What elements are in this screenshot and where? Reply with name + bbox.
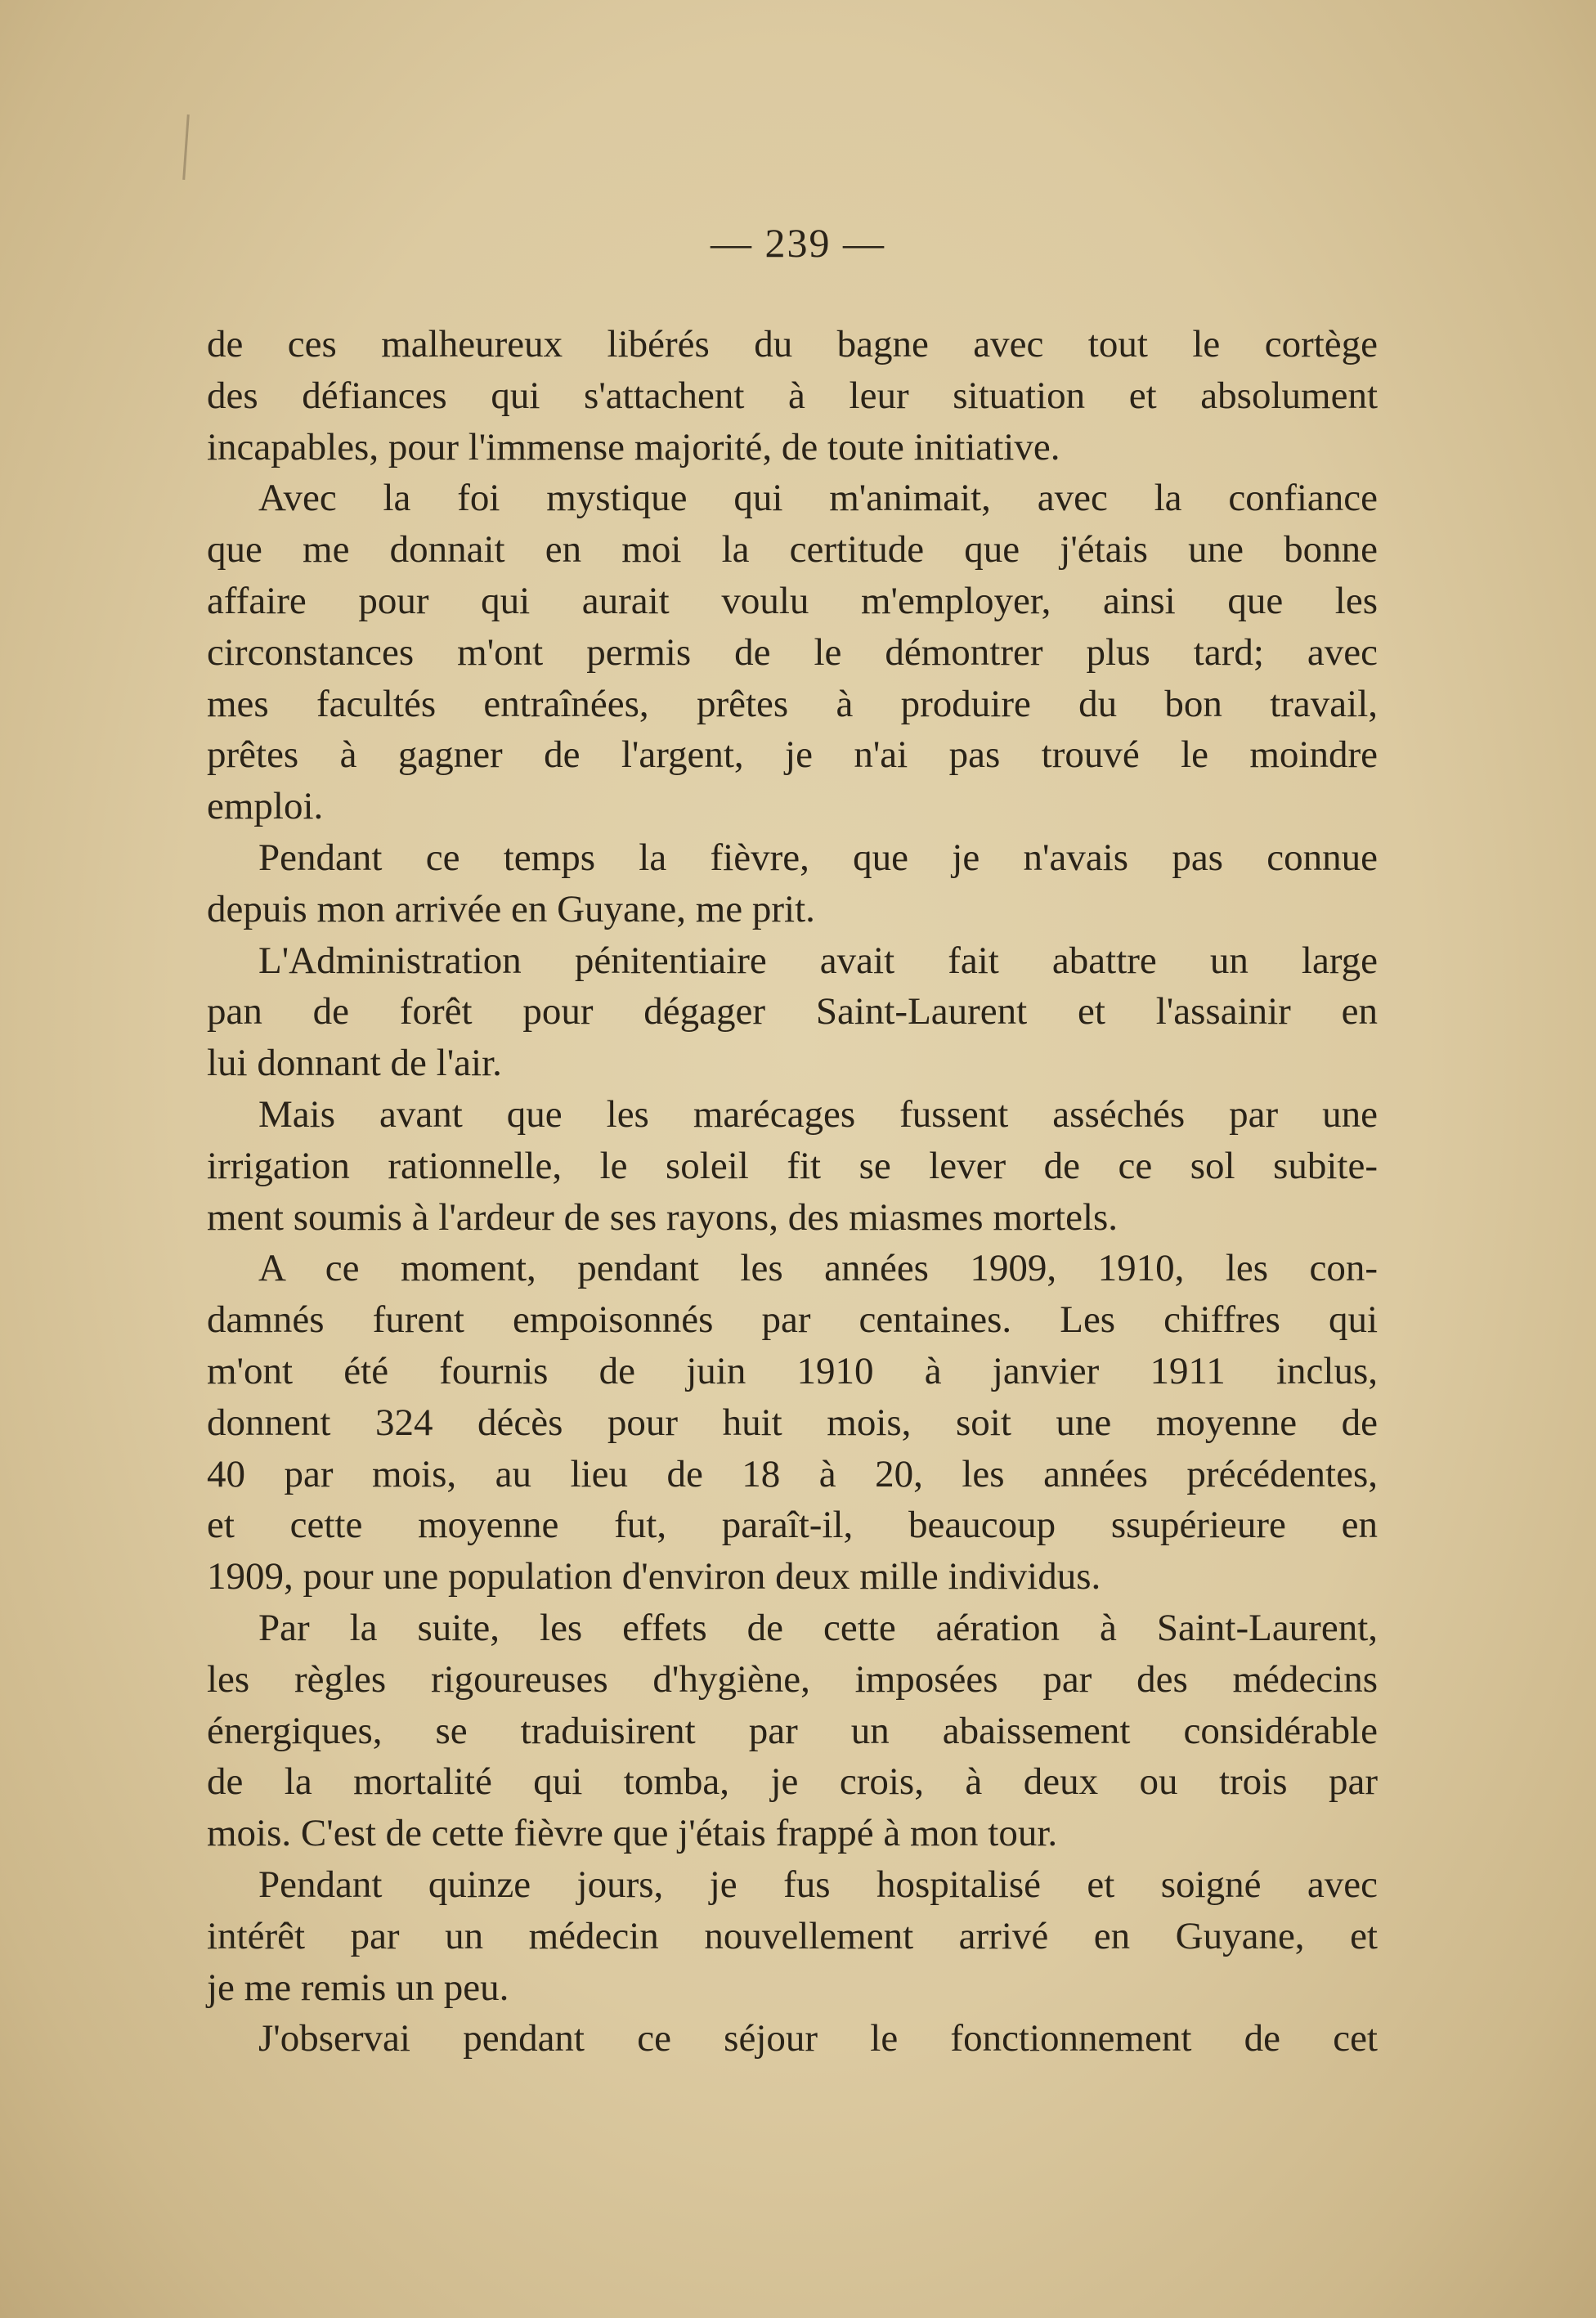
- pencil-mark: [182, 114, 190, 180]
- text-line: donnent 324 décès pour huit mois, soit une moyenne de: [207, 1401, 1378, 1444]
- text-line: intérêt par un médecin nouvellement arrivé en Guyane, et: [207, 1914, 1378, 1957]
- text-line: A ce moment, pendant les années 1909, 1910, les con-: [258, 1247, 1378, 1290]
- text-line: incapables, pour l'immense majorité, de toute initiative.: [207, 425, 1060, 469]
- text-line: que me donnait en moi la certitude que j'étais une bonne: [207, 528, 1378, 572]
- text-line: circonstances m'ont permis de le démontrer plus tard; avec: [207, 630, 1378, 674]
- text-line: emploi.: [207, 785, 324, 828]
- text-line: ment soumis à l'ardeur de ses rayons, des miasmes mortels.: [207, 1195, 1119, 1239]
- text-line: affaire pour qui aurait voulu m'employer, ainsi que les: [207, 579, 1378, 622]
- text-line: de la mortalité qui tomba, je crois, à deux ou trois par: [207, 1760, 1378, 1804]
- text-line: L'Administration pénitentiaire avait fait abattre un large: [258, 939, 1378, 982]
- text-line: les règles rigoureuses d'hygiène, imposées par des médecins: [207, 1657, 1378, 1701]
- text-line: mois. C'est de cette fièvre que j'étais frappé à mon tour.: [207, 1812, 1058, 1855]
- text-line: Par la suite, les effets de cette aération à Saint-Laurent,: [258, 1606, 1378, 1649]
- text-line: Avec la foi mystique qui m'animait, avec la confiance: [258, 477, 1378, 520]
- text-line: 40 par mois, au lieu de 18 à 20, les années précédentes,: [207, 1452, 1378, 1495]
- text-line: J'observai pendant ce séjour le fonctionnement de cet: [258, 2017, 1378, 2060]
- text-line: irrigation rationnelle, le soleil fit se lever de ce sol subite-: [207, 1144, 1378, 1187]
- text-line: mes facultés entraînées, prêtes à produire du bon travail,: [207, 682, 1378, 725]
- text-line: des défiances qui s'attachent à leur situation et absolument: [207, 374, 1378, 417]
- text-line: énergiques, se traduisirent par un abaissement considérable: [207, 1709, 1378, 1752]
- text-line: 1909, pour une population d'environ deux mille individus.: [207, 1555, 1101, 1598]
- text-line: prêtes à gagner de l'argent, je n'ai pas trouvé le moindre: [207, 733, 1378, 777]
- text-line: Pendant quinze jours, je fus hospitalisé et soigné avec: [258, 1863, 1378, 1906]
- text-line: Mais avant que les marécages fussent asséchés par une: [258, 1092, 1378, 1136]
- page-number: — 239 —: [711, 220, 885, 266]
- text-line: depuis mon arrivée en Guyane, me prit.: [207, 887, 815, 930]
- text-line: lui donnant de l'air.: [207, 1042, 502, 1085]
- text-line: m'ont été fournis de juin 1910 à janvier 1911 inclus,: [207, 1349, 1378, 1392]
- text-line: pan de forêt pour dégager Saint-Laurent et l'assainir en: [207, 990, 1378, 1033]
- body-text: [207, 319, 1378, 2065]
- text-line: et cette moyenne fut, paraît-il, beaucoup ssupérieure en: [207, 1504, 1378, 1547]
- text-line: je me remis un peu.: [207, 1966, 509, 2009]
- text-line: damnés furent empoisonnés par centaines. Les chiffres qui: [207, 1298, 1378, 1342]
- text-line: de ces malheureux libérés du bagne avec tout le cortège: [207, 323, 1378, 365]
- text-line: Pendant ce temps la fièvre, que je n'avais pas connue: [258, 836, 1378, 879]
